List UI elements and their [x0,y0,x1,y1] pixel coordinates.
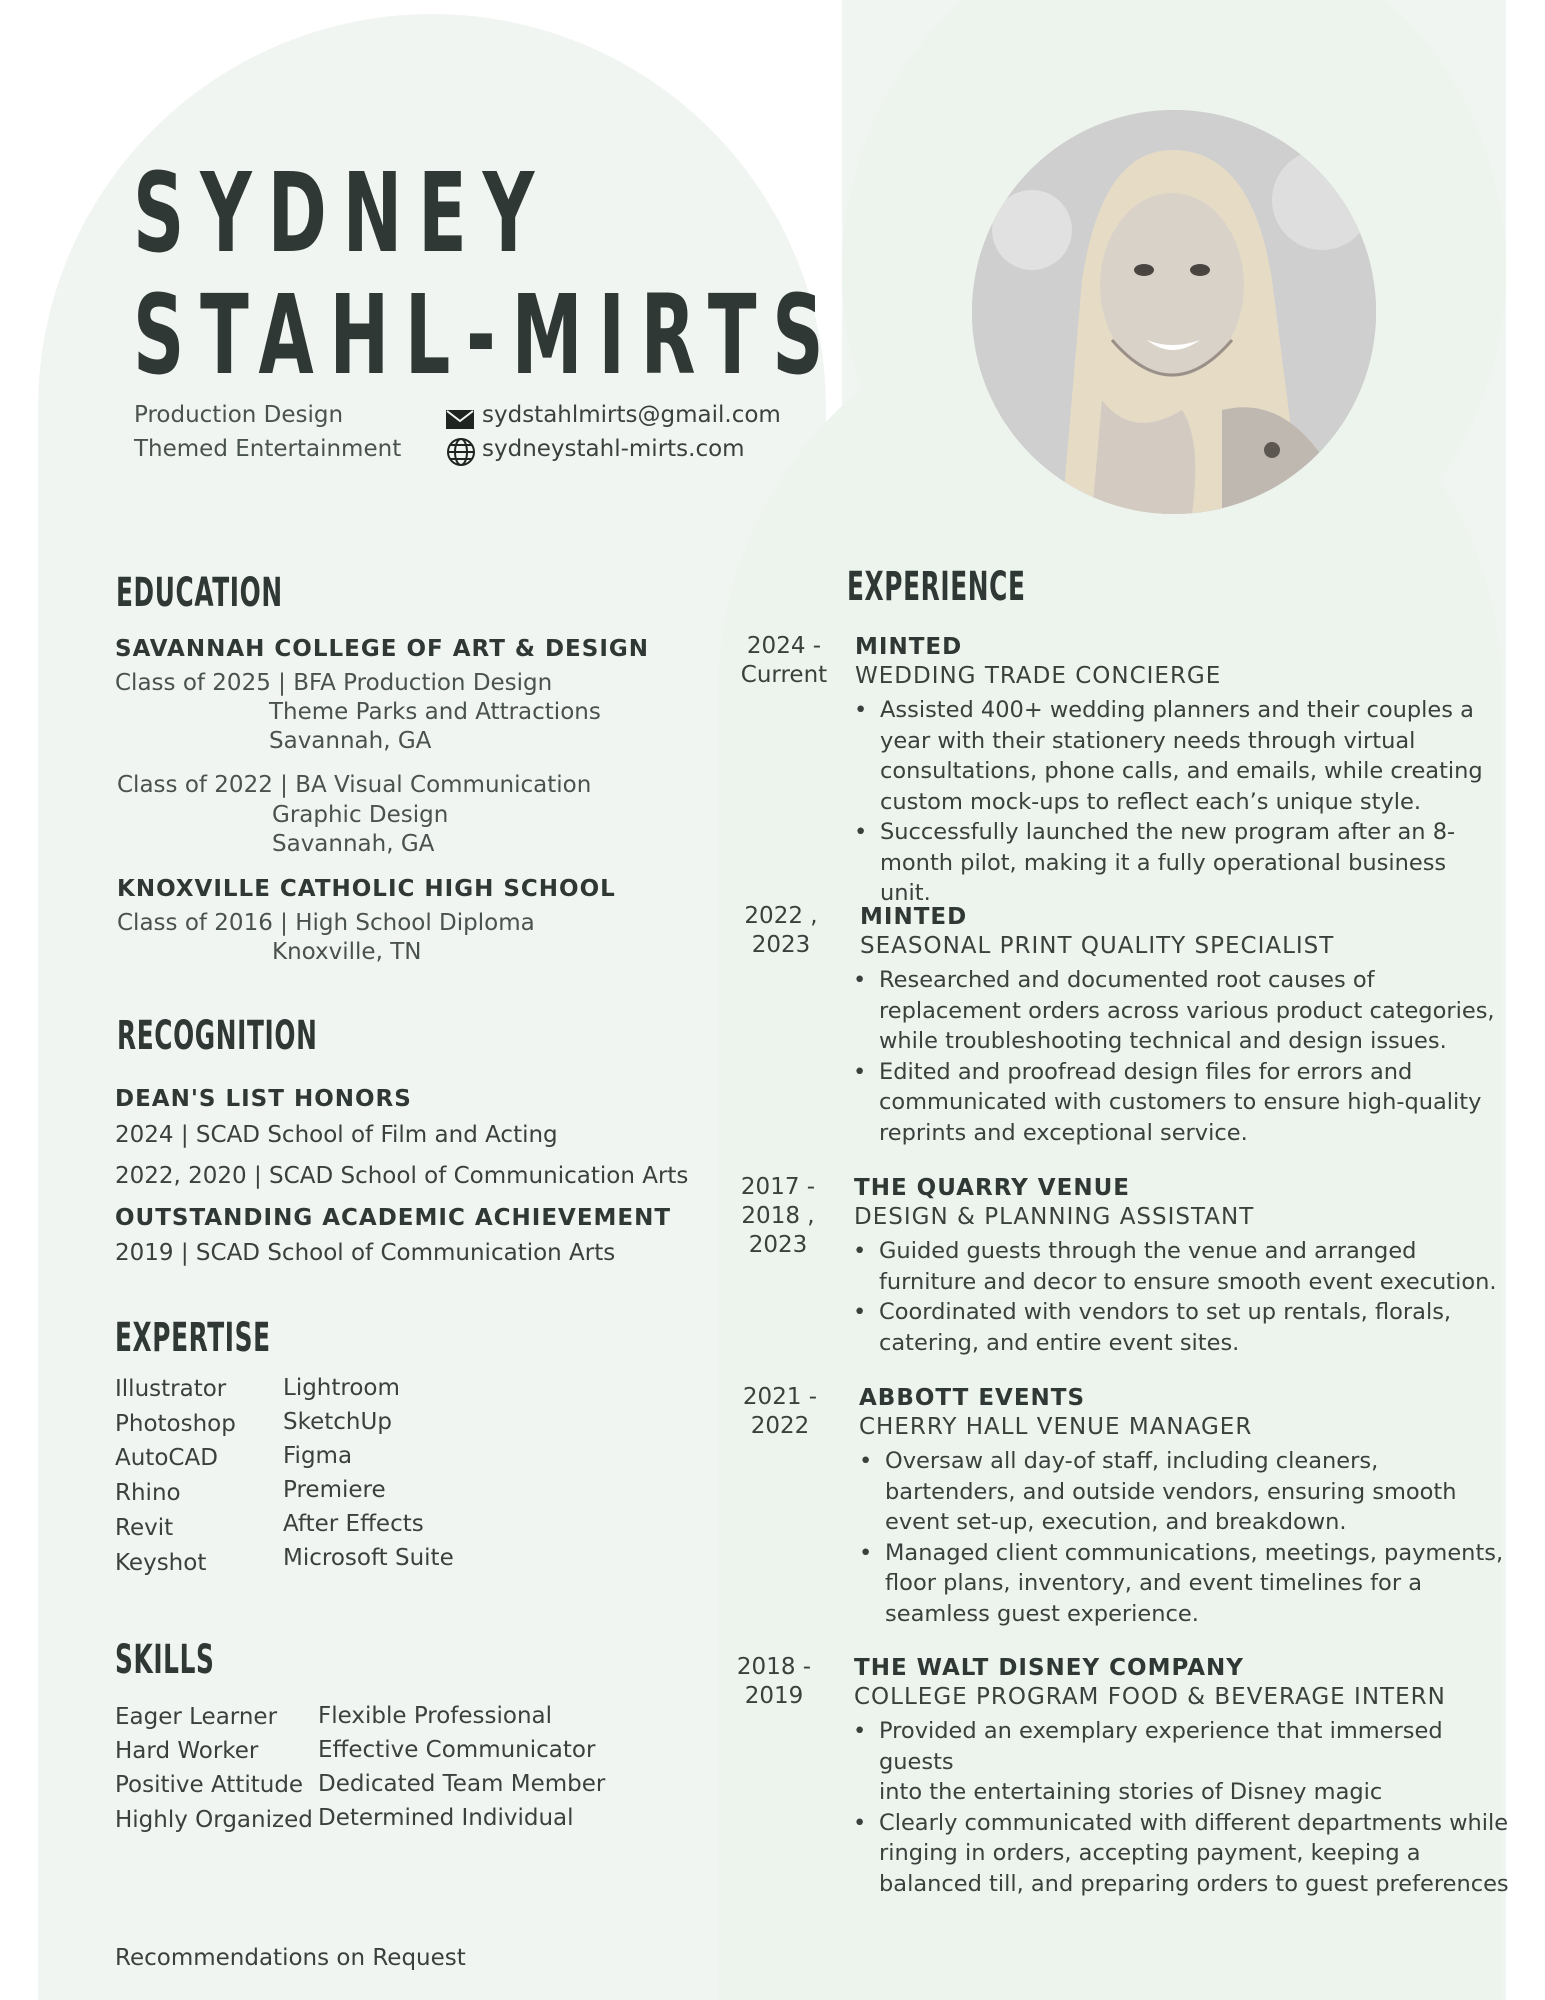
job-1-title: WEDDING TRADE CONCIERGE [855,663,1222,689]
expertise-item: Keyshot [115,1550,207,1576]
job-date-line: 2018 - [736,1654,812,1680]
expertise-item: Microsoft Suite [283,1545,454,1571]
school-knoxville: KNOXVILLE CATHOLIC HIGH SCHOOL [117,876,616,902]
skill-item: Highly Organized [115,1807,313,1833]
job-date-line: 2017 - [740,1174,816,1200]
recognition-heading: RECOGNITION [117,1013,318,1059]
expertise-item: Revit [115,1515,174,1541]
award-1-line-1: 2024 | SCAD School of Film and Acting [115,1122,558,1148]
job-date-line: 2022 , [744,903,818,929]
job-2-bullet-1: • Researched and documented root causes of replacement orders across various product categories, while troubleshooting technical and design issues. [851,965,1501,1057]
job-1-bullet-2: • Successfully launched the new program after an 8- month pilot, making it a fully operational business unit. [852,817,1502,909]
job-5-title: COLLEGE PROGRAM FOOD & BEVERAGE INTERN [854,1684,1446,1710]
job-4-bullet-2: • Managed client communications, meetings, payments, floor plans, inventory, and event timelines for a seamless guest experience. [857,1538,1507,1630]
job-5-bullets [851,1716,1521,1899]
job-4-bullet-1: • Oversaw all day-of staff, including cleaners, bartenders, and outside vendors, ensuring smooth event set-up, execution, and breakdown. [857,1446,1507,1538]
edu-entry-1-line-3: Savannah, GA [269,728,432,754]
job-date-line: 2018 , [741,1203,815,1229]
job-3-bullet-1: • Guided guests through the venue and arranged furniture and decor to ensure smooth event execution. [851,1236,1501,1297]
edu-entry-2-line-2: Graphic Design [272,802,449,828]
job-3-date [733,1173,823,1260]
expertise-item: After Effects [283,1511,424,1537]
job-1-date [739,632,829,690]
job-date-line: Current [740,662,828,688]
job-date-line: 2023 [748,1232,808,1258]
job-5-company: THE WALT DISNEY COMPANY [854,1655,1244,1681]
job-4-bullets [857,1446,1507,1629]
job-3-company: THE QUARRY VENUE [854,1175,1130,1201]
subtitle-themed-entertainment: Themed Entertainment [134,436,402,462]
edu-entry-2-line-3: Savannah, GA [272,831,435,857]
profile-photo [972,110,1376,514]
email-link[interactable]: sydstahlmirts@gmail.com [482,402,781,428]
education-heading: EDUCATION [116,570,283,616]
job-date-line: 2024 - [746,633,822,659]
job-5-date [729,1653,819,1711]
job-date-line: 2022 [750,1413,810,1439]
award-deans-list: DEAN'S LIST HONORS [115,1086,412,1112]
edu-entry-1-line-1: Class of 2025 | BFA Production Design [115,670,553,696]
school-savannah: SAVANNAH COLLEGE OF ART & DESIGN [115,636,650,662]
job-date-line: 2021 - [742,1384,818,1410]
job-2-bullets [851,965,1501,1148]
website-link[interactable]: sydneystahl-mirts.com [482,436,745,462]
expertise-item: SketchUp [283,1409,392,1435]
job-date-line: 2023 [751,932,811,958]
subtitle-production-design: Production Design [134,402,344,428]
edu-entry-1-line-2: Theme Parks and Attractions [269,699,601,725]
expertise-item: Figma [283,1443,353,1469]
job-1-bullets [852,695,1502,909]
first-name: SYDNEY [133,149,551,277]
skill-item: Positive Attitude [115,1772,304,1798]
expertise-heading: EXPERTISE [115,1315,271,1361]
job-3-title: DESIGN & PLANNING ASSISTANT [854,1204,1255,1230]
job-5-bullet-2: • Clearly communicated with different departments while ringing in orders, accepting payment, keeping a balanced till, and preparing orders to guest preferences [851,1808,1521,1900]
job-4-title: CHERRY HALL VENUE MANAGER [859,1414,1253,1440]
job-1-company: MINTED [855,634,963,660]
expertise-item: Premiere [283,1477,386,1503]
award-2-line-1: 2019 | SCAD School of Communication Arts [115,1240,616,1266]
job-5-bullet-1: • Provided an exemplary experience that immersed guests into the entertaining stories of Disney magic [851,1716,1521,1808]
job-4-company: ABBOTT EVENTS [859,1385,1086,1411]
skill-item: Eager Learner [115,1704,278,1730]
skill-item: Hard Worker [115,1738,259,1764]
job-3-bullets [851,1236,1501,1358]
job-2-title: SEASONAL PRINT QUALITY SPECIALIST [860,933,1335,959]
experience-heading: EXPERIENCE [847,564,1026,610]
expertise-item: AutoCAD [115,1445,218,1471]
edu-entry-2-line-1: Class of 2022 | BA Visual Communication [117,772,592,798]
expertise-item: Photoshop [115,1411,236,1437]
globe-icon [446,437,476,467]
expertise-item: Lightroom [283,1375,400,1401]
job-date-line: 2019 [744,1683,804,1709]
envelope-icon [446,408,474,430]
skills-heading: SKILLS [115,1637,215,1683]
skill-item: Dedicated Team Member [318,1771,606,1797]
job-2-date [736,902,826,960]
expertise-item: Rhino [115,1480,181,1506]
job-3-bullet-2: • Coordinated with vendors to set up rentals, florals, catering, and entire event sites. [851,1297,1501,1358]
skill-item: Effective Communicator [318,1737,596,1763]
edu-entry-3-line-1: Class of 2016 | High School Diploma [117,910,535,936]
award-1-line-2: 2022, 2020 | SCAD School of Communication Arts [115,1163,689,1189]
edu-entry-3-line-2: Knoxville, TN [272,939,422,965]
recommendations-note: Recommendations on Request [115,1945,466,1971]
job-2-bullet-2: • Edited and proofread design files for errors and communicated with customers to ensure high-quality reprints and exceptional service. [851,1057,1501,1149]
job-4-date [735,1383,825,1441]
award-outstanding-achievement: OUTSTANDING ACADEMIC ACHIEVEMENT [115,1205,672,1231]
job-1-bullet-1: • Assisted 400+ wedding planners and their couples a year with their stationery needs through virtual consultations, phone calls, and emails, while creating custom mock-ups to reflect each’s unique style. [852,695,1502,817]
last-name: STAHL-MIRTS [133,271,840,399]
skill-item: Flexible Professional [318,1703,553,1729]
skill-item: Determined Individual [318,1805,574,1831]
expertise-item: Illustrator [115,1376,227,1402]
job-2-company: MINTED [860,904,968,930]
